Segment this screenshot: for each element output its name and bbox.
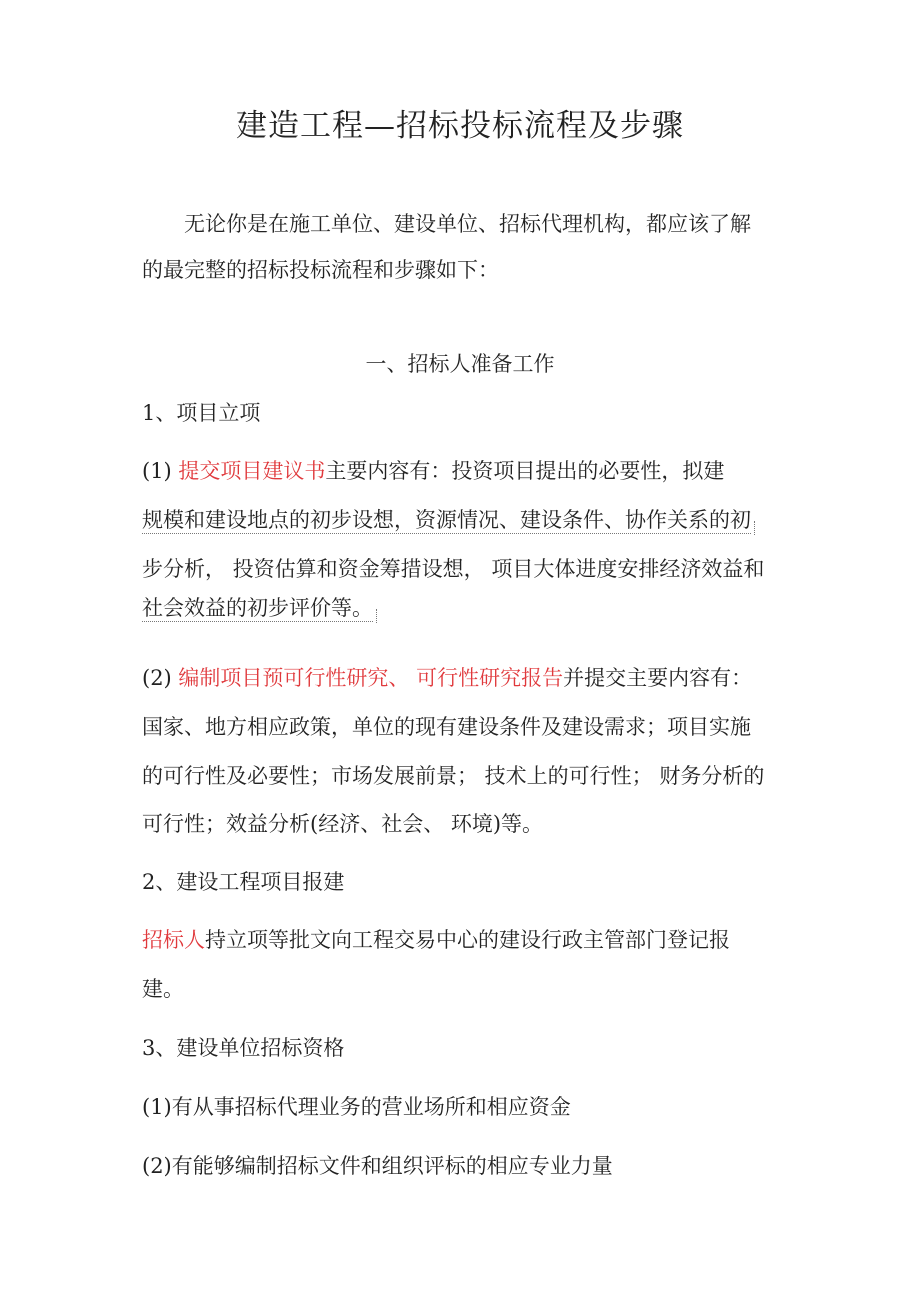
sub-1-rest: 主要内容有：投资项目提出的必要性，拟建 [325, 459, 725, 483]
item-1-sub-1-line-3: 步分析， 投资估算和资金筹措设想， 项目大体进度安排经济效益和 [142, 557, 765, 581]
item-2-rest: 持立项等批文向工程交易中心的建设行政主管部门登记报 [205, 928, 730, 952]
item-1-sub-1-line-4: 社会效益的初步评价等。 [142, 594, 792, 623]
section-1-heading: 一、招标人准备工作 [365, 352, 555, 376]
item-1-sub-2-line-2: 国家、地方相应政策，单位的现有建设条件及建设需求；项目实施 [142, 715, 751, 739]
intro-line-1: 无论你是在施工单位、建设单位、招标代理机构，都应该了解 [184, 212, 751, 236]
item-2-line-2: 建。 [142, 977, 184, 1001]
item-1-sub-2-line-1 [142, 664, 792, 692]
item-1-sub-1-line-2: 规模和建设地点的初步设想，资源情况、建设条件、协作关系的初 [142, 506, 792, 535]
item-3-condition-2: (2)有能够编制招标文件和组织评标的相应专业力量 [142, 1154, 613, 1178]
item-1-sub-2-line-4: 可行性；效益分析(经济、社会、 环境)等。 [142, 812, 544, 836]
sub-2-rest: 并提交主要内容有： [563, 666, 753, 690]
item-3-condition-1: (1)有从事招标代理业务的营业场所和相应资金 [142, 1095, 571, 1119]
item-2-heading: 2、建设工程项目报建 [142, 870, 345, 894]
revision-mark [753, 521, 755, 535]
item-2-highlight: 招标人 [142, 928, 205, 952]
item-1-sub-2-line-3: 的可行性及必要性；市场发展前景； 技术上的可行性； 财务分析的 [142, 764, 765, 788]
revision-mark [375, 609, 377, 623]
sub-2-highlight: 编制项目预可行性研究、 可行性研究报告 [178, 666, 564, 690]
item-1-sub-1-line-1 [142, 457, 792, 485]
sub-1-prefix: (1) [142, 459, 179, 483]
item-3-heading: 3、建设单位招标资格 [142, 1036, 345, 1060]
sub-1-highlight: 提交项目建议书 [178, 459, 326, 483]
item-1-heading: 1、项目立项 [142, 401, 261, 425]
document-title: 建造工程—招标投标流程及步骤 [236, 108, 684, 144]
intro-line-2: 的最完整的招标投标流程和步骤如下： [142, 258, 499, 282]
item-2-line-1 [142, 926, 792, 954]
sub-2-prefix: (2) [142, 666, 179, 690]
